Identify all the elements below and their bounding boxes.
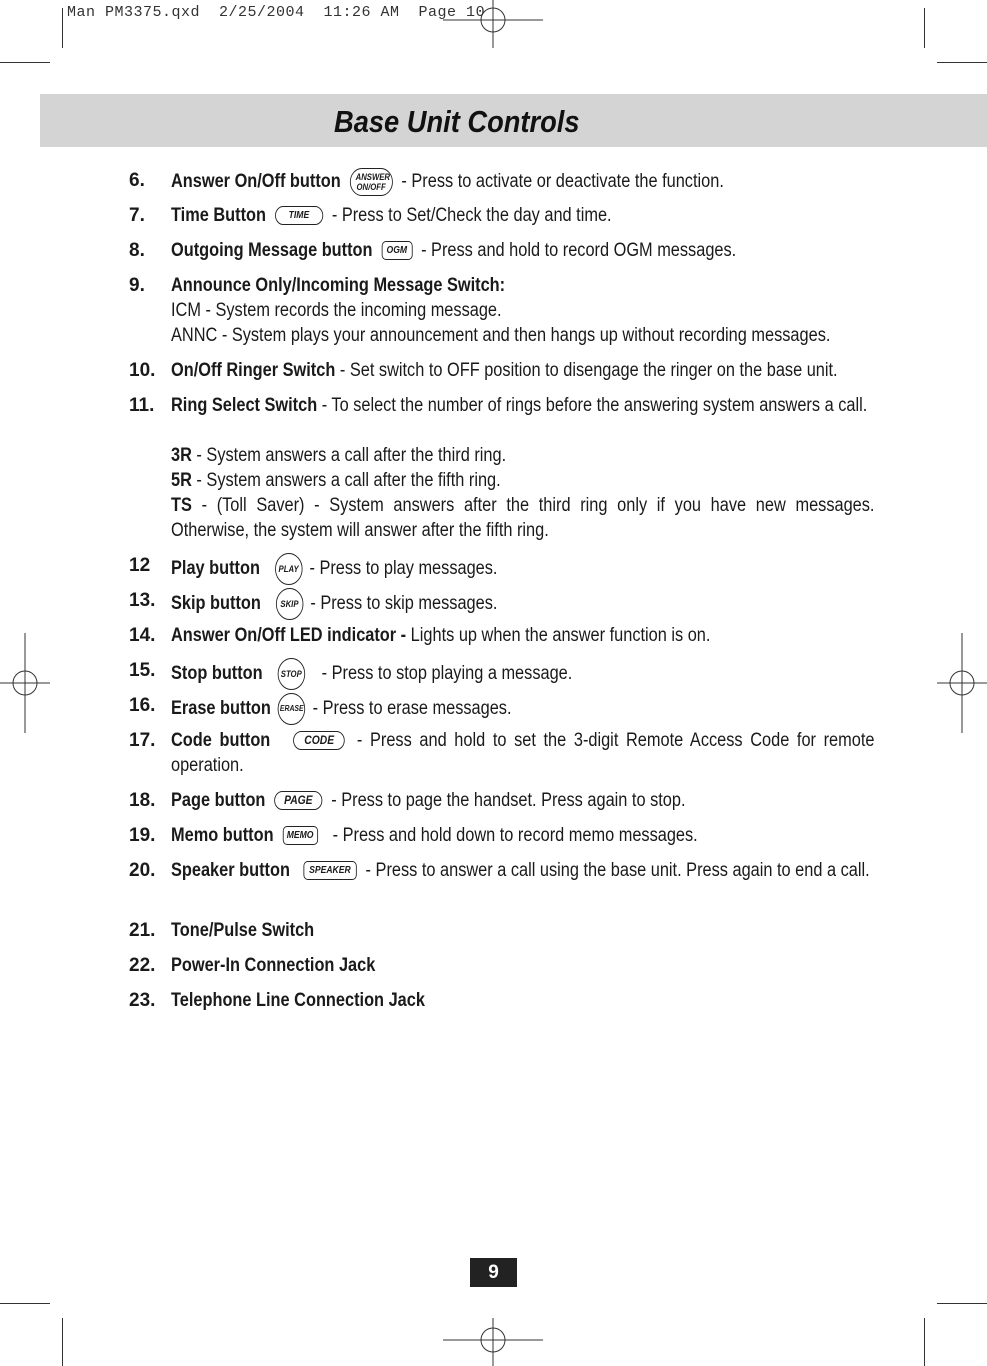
item-number: 21. — [129, 920, 156, 941]
skip-button-icon: SKIP — [276, 588, 304, 620]
item-text: - Press to answer a call using the base unit. Press again to end a call. — [365, 860, 870, 881]
item-number: 8. — [129, 240, 145, 261]
sub-key: TS — [171, 495, 192, 516]
erase-button-icon: ERASE — [278, 693, 306, 725]
crop-mark — [924, 8, 925, 48]
item-label: Outgoing Message button — [171, 240, 373, 261]
crop-mark — [0, 1303, 50, 1304]
item-number: 10. — [129, 360, 156, 381]
item-label: Announce Only/Incoming Message Switch: — [171, 275, 506, 296]
item-label: Telephone Line Connection Jack — [171, 990, 425, 1011]
crop-mark — [937, 1303, 987, 1304]
crop-mark — [62, 1318, 63, 1366]
item-label: Power-In Connection Jack — [171, 955, 376, 976]
item-text: - Press to play messages. — [309, 558, 498, 580]
item-label: Time Button — [171, 205, 267, 226]
page-title: Base Unit Controls — [334, 104, 580, 139]
item-text: - Press to page the handset. Press again to stop. — [331, 790, 686, 811]
item-number: 23. — [129, 990, 156, 1011]
page-button-icon: PAGE — [274, 791, 322, 810]
crop-mark — [0, 62, 50, 63]
item-text: - Press and hold down to record memo messages. — [332, 825, 698, 846]
item-label: Erase button — [171, 698, 271, 720]
item-text: - Press to skip messages. — [310, 593, 498, 615]
item-number: 19. — [129, 825, 156, 846]
ogm-button-icon: OGM — [381, 241, 412, 260]
registration-mark-icon — [937, 633, 987, 733]
item-label: Play button — [171, 558, 260, 580]
item-label: Stop button — [171, 663, 263, 685]
sub-text: - (Toll Saver) - System answers after the third ring only if you have new messages. Otherwise, the system will answer after the fifth ring. — [171, 495, 875, 541]
sub-text: - System answers a call after the third ring. — [196, 445, 507, 466]
item-number: 13. — [129, 590, 156, 611]
item-text: - Press to stop playing a message. — [321, 663, 573, 685]
item-text: - Press to erase messages. — [312, 698, 512, 720]
registration-mark-icon — [443, 1318, 543, 1366]
code-button-icon: CODE — [293, 731, 345, 750]
crop-mark — [62, 8, 63, 48]
item-label: Page button — [171, 790, 266, 811]
sub-key: 5R — [171, 470, 192, 491]
item-label: Memo button — [171, 825, 274, 846]
item-text: - Press and hold to set the 3-digit Remote Access Code for remote operation. — [171, 730, 875, 776]
speaker-button-icon: SPEAKER — [303, 861, 357, 880]
item-number: 9. — [129, 275, 145, 296]
item-label: On/Off Ringer Switch — [171, 360, 336, 381]
item-text: Lights up when the answer function is on. — [410, 625, 711, 646]
registration-mark-icon — [443, 0, 543, 48]
item-number: 16. — [129, 695, 156, 716]
item-number: 6. — [129, 170, 145, 191]
item-number: 14. — [129, 625, 156, 646]
registration-mark-icon — [0, 633, 50, 733]
item-text: - Press to activate or deactivate the function. — [401, 171, 724, 193]
item-number: 22. — [129, 955, 156, 976]
answer-on-off-button-icon: ANSWER ON/OFF — [350, 168, 393, 196]
item-text: - Press and hold to record OGM messages. — [421, 240, 737, 261]
print-slug: Man PM3375.qxd 2/25/2004 11:26 AM Page 10 — [67, 4, 486, 21]
page-number: 9 — [470, 1258, 517, 1287]
item-number: 15. — [129, 660, 156, 681]
item-label: Answer On/Off LED indicator - — [171, 625, 407, 646]
item-text: - To select the number of rings before the answering system answers a call. — [321, 395, 868, 416]
item-number: 17. — [129, 730, 156, 751]
item-number: 20. — [129, 860, 156, 881]
item-number: 11. — [129, 395, 155, 416]
item-label: Speaker button — [171, 860, 290, 881]
item-text: - Set switch to OFF position to disengage the ringer on the base unit. — [339, 360, 838, 381]
memo-button-icon: MEMO — [282, 826, 317, 845]
crop-mark — [924, 1318, 925, 1366]
item-text: - Press to Set/Check the day and time. — [331, 205, 612, 226]
item-text: ICM - System records the incoming message. — [171, 300, 502, 321]
item-label: Ring Select Switch — [171, 395, 318, 416]
item-label: Code button — [171, 730, 271, 751]
play-button-icon: PLAY — [275, 553, 303, 585]
time-button-icon: TIME — [275, 206, 323, 225]
crop-mark — [937, 62, 987, 63]
sub-text: - System answers a call after the fifth ring. — [196, 470, 501, 491]
item-label: Tone/Pulse Switch — [171, 920, 315, 941]
sub-key: 3R — [171, 445, 192, 466]
item-text: ANNC - System plays your announcement and then hangs up without recording messages. — [171, 325, 831, 346]
item-number: 7. — [129, 205, 145, 226]
item-number: 18. — [129, 790, 156, 811]
item-number: 12 — [129, 555, 151, 576]
item-label: Skip button — [171, 593, 261, 615]
stop-button-icon: STOP — [278, 658, 306, 690]
item-label: Answer On/Off button — [171, 171, 341, 193]
